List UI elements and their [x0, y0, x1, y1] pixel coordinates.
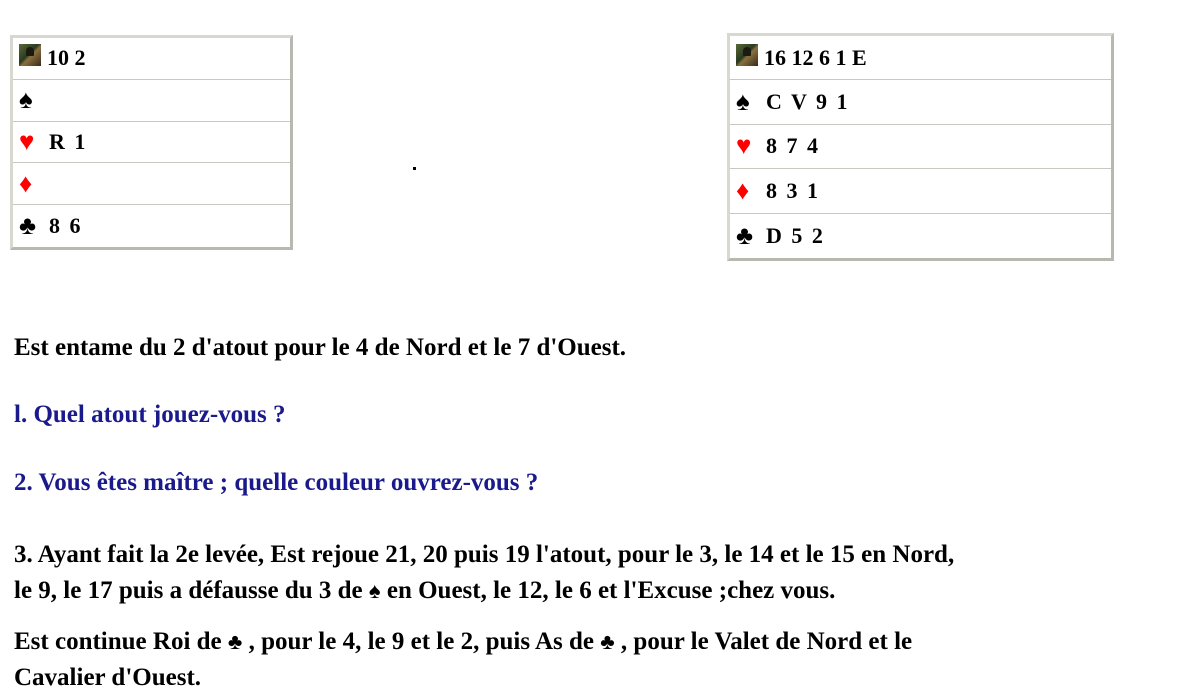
heart-icon: ♥ — [19, 126, 35, 156]
trump-row — [730, 36, 1111, 80]
spade-row — [13, 80, 290, 122]
question-2: 2. Vous êtes maître ; quelle couleur ouvrez-vous ? — [14, 469, 539, 496]
question-3 — [14, 537, 954, 609]
heart-row — [13, 122, 290, 164]
club-cards: 8 6 — [49, 213, 83, 239]
heart-icon: ♥ — [736, 131, 752, 161]
hand-west — [10, 35, 293, 250]
diamond-icon: ♦ — [19, 168, 33, 198]
trump-cards: 16 12 6 1 E — [764, 44, 867, 70]
question-3-line-1: 3. Ayant fait la 2e levée, Est rejoue 21, 20 puis 19 l'atout, pour le 3, le 14 et le 15 en Nord, — [14, 541, 955, 568]
club-row — [13, 205, 290, 247]
club-icon: ♣ — [600, 629, 615, 654]
diamond-row — [730, 169, 1111, 213]
intro-paragraph: Est entame du 2 d'atout pour le 4 de Nord et le 7 d'Ouest. — [14, 334, 627, 361]
paragraph-4-line-2: Cavalier d'Ouest. — [14, 664, 202, 691]
heart-cards: 8 7 4 — [766, 133, 820, 159]
spade-cards: C V 9 1 — [766, 89, 850, 115]
spade-icon: ♠ — [736, 87, 750, 117]
heart-cards: R 1 — [49, 128, 88, 154]
spade-row — [730, 80, 1111, 124]
spade-icon: ♠ — [19, 85, 33, 115]
center-dot — [413, 167, 416, 170]
trump-icon — [19, 44, 41, 66]
club-row — [730, 214, 1111, 258]
question-3-line-2 — [14, 573, 954, 609]
diamond-cards: 8 3 1 — [766, 177, 820, 203]
q3-text-a: le 9, le 17 puis a défausse du 3 de — [14, 577, 363, 604]
heart-row — [730, 125, 1111, 169]
trump-icon — [736, 44, 758, 66]
club-icon: ♣ — [19, 211, 37, 241]
q3-text-b: en Ouest, le 12, le 6 et l'Excuse ;chez vous. — [386, 577, 836, 604]
club-cards: D 5 2 — [766, 222, 825, 248]
spade-icon: ♠ — [368, 578, 381, 603]
diamond-row — [13, 163, 290, 205]
question-1: l. Quel atout jouez-vous ? — [14, 401, 286, 428]
paragraph-4 — [14, 624, 912, 696]
diamond-icon: ♦ — [736, 175, 750, 205]
p4-text-a: Est continue Roi de — [14, 628, 222, 655]
club-icon: ♣ — [227, 629, 243, 654]
club-icon: ♣ — [736, 220, 754, 250]
trump-row — [13, 38, 290, 80]
p4-text-c: , pour le Valet de Nord et le — [620, 628, 913, 655]
trump-cards: 10 2 — [47, 45, 86, 71]
hand-east — [727, 33, 1114, 261]
paragraph-4-line-1 — [14, 624, 912, 660]
p4-text-b: , pour le 4, le 9 et le 2, puis As de — [248, 628, 594, 655]
